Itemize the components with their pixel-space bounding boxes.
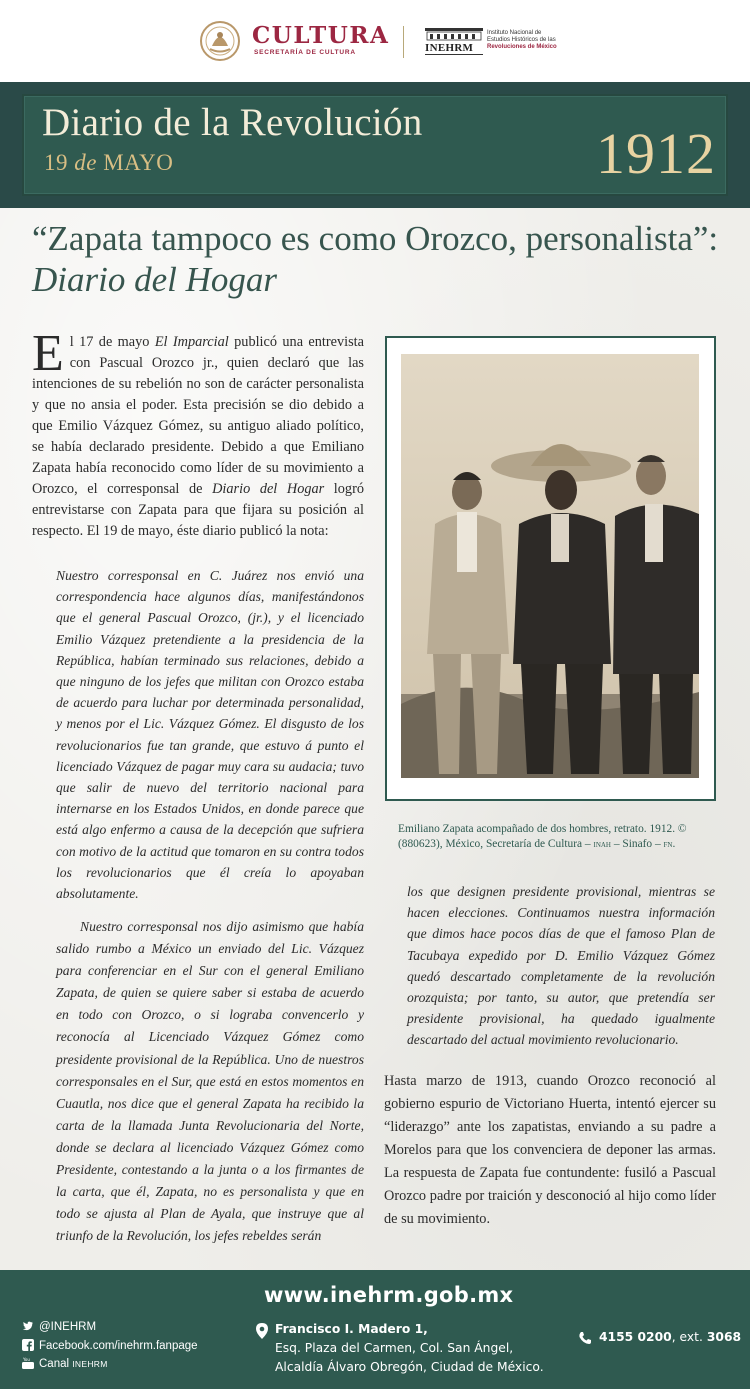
- caption-text: Emiliano Zapata acompañado de dos hombres, retrato. 1912. © (880623), México, Secretaría de Cultura –: [398, 823, 687, 850]
- phone-ext-label: , ext.: [671, 1330, 707, 1344]
- intro-paragraph: [32, 325, 365, 542]
- facebook-icon: [22, 1339, 34, 1351]
- canal-sub: INEHRM: [72, 1359, 108, 1369]
- banner-title: Diario de la Revolución: [42, 101, 423, 144]
- svg-text:You: You: [23, 1357, 30, 1362]
- phone-main: 4155 0200: [599, 1330, 672, 1344]
- header-divider: [403, 26, 404, 58]
- banner-date: [44, 150, 173, 176]
- twitter-link[interactable]: [22, 1320, 96, 1333]
- website-link[interactable]: www.inehrm.gob.mx: [264, 1283, 514, 1307]
- headline: [32, 218, 722, 300]
- caption-inah: inah: [593, 838, 611, 850]
- quote-part-3: los que designen presidente provisional, mientras se hacen elecciones. Continuamos nuestra información que dimos hace pocos días de que el famoso Plan de Tacubaya expedido por D. Emilio Vázquez Gómez quedó descartado completamente de la revolución orozquista; por tanto, su autor, que pretendía ser presidente provisional, ha quedado igualmente descartado del actual movimiento revolucionario.: [407, 884, 715, 1048]
- caption-text: – Sinafo –: [610, 837, 664, 850]
- historical-photo: [401, 354, 699, 778]
- banner-month: MAYO: [103, 150, 174, 175]
- inehrm-description: [487, 30, 567, 51]
- canal-label: Canal: [39, 1358, 70, 1370]
- intro-italic: El Imparcial: [154, 334, 229, 350]
- inehrm-desc-line: Instituto Nacional de: [487, 30, 542, 36]
- caption-fn: fn: [663, 838, 673, 850]
- twitter-icon: [22, 1320, 34, 1332]
- headline-text: “Zapata tampoco es como Orozco, personalista”:: [32, 219, 719, 258]
- intro-text: publicó una entrevista con Pascual Orozco jr., quien declaró que las intenciones de su rebelión no son de carácter personalista y que no ansia el poder. Esta precisión se dio debido a que Emilio Vázquez Gómez, su antiguo aliado político, se había declarado presidente. Debido a que Emiliano Zapata había reconocido como líder de su movimiento a Orozco, el corresponsal de: [32, 334, 365, 497]
- headline-italic: Diario del Hogar: [32, 260, 277, 299]
- address-line: Esq. Plaza del Carmen, Col. San Ángel,: [275, 1341, 514, 1355]
- address: [275, 1320, 565, 1377]
- quote-part-2: Nuestro corresponsal nos dijo asimismo que había salido rumbo a México un enviado del Lic. Vázquez para conferenciar en el Sur con el general Emiliano Zapata, de quien se quiere saber si estaba de acuerdo en todo con Orozco, o si lograba convencerlo y reconocía al Licenciado Vázquez Gómez como presidente provisional de la República. Uno de nuestros corresponsales en el Sur, que está en estos momentos en Cuautla, nos dice que el general Zapata ha recibido la carta de la llamada Junta Revolucionaria del Norte, donde se declara al licenciado Vázquez Gómez como Presidente, contestando a la junta o a los firmantes de la carta, que él, Zapata, no es personalista y que en todo se ajusta al Plan de Ayala, que instruye que al triunfo de la Revolución, los jefes rebeldes serán: [56, 919, 364, 1244]
- cultura-subtitle: SECRETARÍA DE CULTURA: [254, 49, 356, 56]
- intro-text: logró entrevistarse con Zapata para que fijara su posición al respecto. El 19 de mayo, éste diario publicó la nota:: [32, 481, 364, 539]
- inehrm-desc-line: Estudios Históricos de las: [487, 37, 556, 43]
- outro-paragraph: Hasta marzo de 1913, cuando Orozco reconoció al gobierno espurio de Victoriano Huerta, intentó ejercer su “liderazgo” ante los zapatistas, enviando a su padre a Morelos para que los convenciera de deponer las armas. La respuesta de Zapata fue contundente: fusiló a Pascual Orozco padre por traición y desconoció al hijo como líder de su movimiento.: [384, 1073, 716, 1227]
- location-pin-icon: [256, 1323, 268, 1339]
- phone-icon: [578, 1331, 592, 1345]
- youtube-link[interactable]: [22, 1357, 108, 1370]
- facebook-link[interactable]: [22, 1339, 198, 1352]
- banner-de: de: [74, 150, 97, 175]
- photo-caption: [398, 822, 718, 852]
- intro-text: l 17 de mayo: [69, 334, 155, 350]
- quote-part-1: Nuestro corresponsal en C. Juárez nos envió una correspondencia hace algunos días, manifestándonos que el general Pascual Orozco, (jr.), y el licenciado Emilio Vázquez pretendiente a la presidencia de la República, habían terminado sus relaciones, debido a que ninguno de los jefes que militan con Orozco estaba de acuerdo para luchar por determinada personalidad, y menos por el Lic. Vázquez Gómez. El disgusto de los revolucionarios fue tan grande, que estuvo á punto el licenciado Vázquez de pagar muy cara su audacia; tuvo que salir de nuevo del territorio nacional para internarse en los Estados Unidos, en donde parece que está algo enfermo a causa de la decepción que sufriera con motivo de la actitud que tomaron en su contra todos los revolucionarios que él creía lo apoyaban absolutamente.: [56, 568, 364, 902]
- intro-italic: Diario del Hogar: [212, 481, 325, 497]
- address-line: Francisco I. Madero 1,: [275, 1322, 428, 1336]
- dropcap: E: [32, 325, 64, 382]
- phone-ext: 3068: [706, 1330, 742, 1344]
- banner-year: 1912: [596, 121, 716, 186]
- twitter-handle: @INEHRM: [39, 1321, 97, 1333]
- inehrm-desc-line: Revoluciones de México: [487, 44, 557, 50]
- address-line: Alcaldía Álvaro Obregón, Ciudad de México.: [275, 1360, 544, 1374]
- caption-text: .: [672, 837, 676, 850]
- national-seal-icon: [197, 20, 243, 62]
- banner-day: 19: [44, 150, 68, 175]
- cultura-logo-text: CULTURA: [252, 22, 390, 49]
- inehrm-abbr: INEHRM: [425, 42, 474, 54]
- phone-number[interactable]: [599, 1330, 741, 1344]
- youtube-icon: [22, 1357, 34, 1369]
- facebook-handle: Facebook.com/inehrm.fanpage: [39, 1340, 198, 1352]
